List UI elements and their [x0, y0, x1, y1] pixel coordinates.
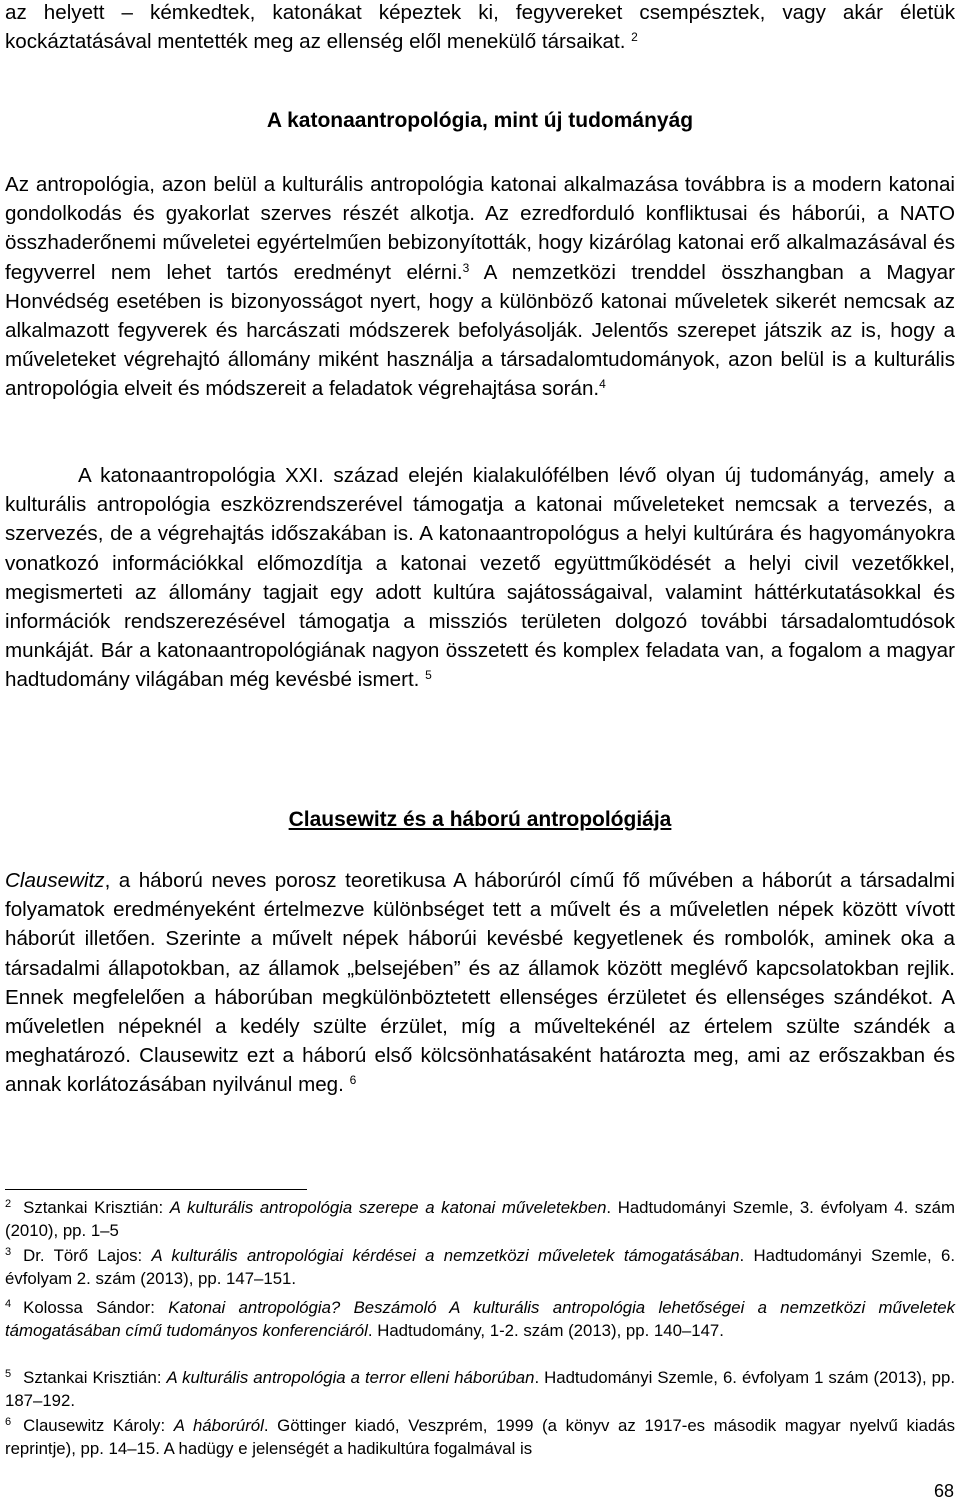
section-heading-clausewitz: Clausewitz és a háború antropológiája: [288, 808, 672, 831]
page-number: 68: [933, 1481, 954, 1501]
footnote-ref-4[interactable]: 4: [599, 377, 606, 392]
paragraph-clausewitz: Clausewitz, a háború neves porosz teoretikusa A háborúról című fő művében a háborút a társadalmi folyamatok eredményeként értelmezve különbséget tett a művelt és a műveletlen népek között vívott háborút illetően. Szerinte a művelt népek háborúi kevésbé kegyetlenek és rombolók, aminek oka a társadalmi állapotokban, az államok „belsejében” és az államok között meglévő kapcsolatokban rejlik. Ennek megfelelően a háborúban megkülönböztetett ellenséges érzületet és ellenséges szándékot. A műveletlen népeknél a kedély szülte érzület, míg a műveltekénél az értelem szülte szándék a meghatározó. Clausewitz ezt a háború első kölcsönhatásaként határozta meg, ami az erőszakban és annak korlátozásában nyilvánul meg. $^6$: [5, 869, 955, 1097]
paragraph-intro-continuation: az helyett – kémkedtek, katonákat képeztek ki, fegyvereket csempésztek, vagy akár életük kockáztatásával mentették meg az ellenség elől menekülő társaikat. $^2$: [5, 1, 955, 54]
footnote-separator: [5, 1189, 307, 1190]
footnote-ref-6[interactable]: 6: [349, 1073, 357, 1088]
clausewitz-name: Clausewitz: [5, 869, 105, 892]
footnote-2: $^2$ Sztankai Krisztián: A kulturális antropológia szerepe a katonai műveletekben. Hadtudományi Szemle, 3. évfolyam 4. szám (2010), pp. 1–5: [5, 1198, 955, 1240]
footnote-ref-3[interactable]: 3: [462, 260, 470, 275]
footnote-6: $^6$ Clausewitz Károly: A háborúról. Göttinger kiadó, Veszprém, 1999 (a könyv az 1917-es második magyar nyelvű kiadás reprintje), pp. 14–15. A hadügy e jelenségét a hadikultúra fogalmával is: [5, 1416, 955, 1458]
paragraph-katonaantropologia-definition: A katonaantropológia XXI. század elején kialakulófélben lévő olyan új tudományág, amely a kulturális antropológia eszközrendszerével támogatja a katonai műveleteket nemcsak a tervezés, a szervezés, de a végrehajtás időszakában is. A katonaantropológus a helyi kultúrára és hagyományokra vonatkozó információkkal előmozdítja a katonai vezető együttműködését a helyi civil vezetőkkel, megismerteti az állomány tagjait egy adott kultúra sajátosságaival, valamint háttérkutatásokkal és információk rendszerezésével támogatja a missziós területen dolgozó további társadalomtudósok munkáját. Bár a katonaantropológiának nagyon összetett és komplex feladata van, a fogalom a magyar hadtudomány világában még kevésbé ismert. $^5$: [5, 464, 955, 692]
section-heading-katonaantropologia: A katonaantropológia, mint új tudományág: [266, 109, 694, 132]
footnote-5: $^5$ Sztankai Krisztián: A kulturális antropológia a terror elleni háborúban. Hadtudományi Szemle, 6. évfolyam 1 szám (2013), pp. 187–192.: [5, 1368, 955, 1410]
paragraph-antropologia: Az antropológia, azon belül a kulturális antropológia katonai alkalmazása továbbra is a modern katonai gondolkodás és gyakorlat szerves részét alkotja. Az ezredforduló konfliktusai és háborúi, a NATO összhaderőnemi műveletei egyértelműen bebizonyították, hogy kizárólag katonai erő alkalmazásával és fegyverrel nem lehet tartós eredményt elérni.$^3$ A nemzetközi trenddel összhangban a Magyar Honvédség esetében is bizonyosságot nyert, hogy a különböző katonai műveletek sikerét nemcsak az alkalmazott fegyverek és harcászati módszerek befolyásolják. Jelentős szerepet játszik az is, hogy a műveleteket végrehajtó állomány miként használja a társadalomtudományok, azon belül is a kulturális antropológia elveit és módszereit a feladatok végrehajtása során.$^4$: [5, 173, 955, 401]
footnote-4: $^4$ Kolossa Sándor: Katonai antropológia? Beszámoló A kulturális antropológia lehetőségei a nemzetközi műveletek támogatásában című tudományos konferenciáról. Hadtudomány, 1-2. szám (2013), pp. 140–147.: [5, 1298, 955, 1340]
footnote-ref-5[interactable]: 5: [425, 668, 432, 683]
footnote-3: $^3$ Dr. Törő Lajos: A kulturális antropológiai kérdései a nemzetközi műveletek támogatásában. Hadtudományi Szemle, 6. évfolyam 2. szám (2013), pp. 147–151.: [5, 1246, 955, 1288]
footnote-ref-2[interactable]: 2: [631, 30, 638, 45]
